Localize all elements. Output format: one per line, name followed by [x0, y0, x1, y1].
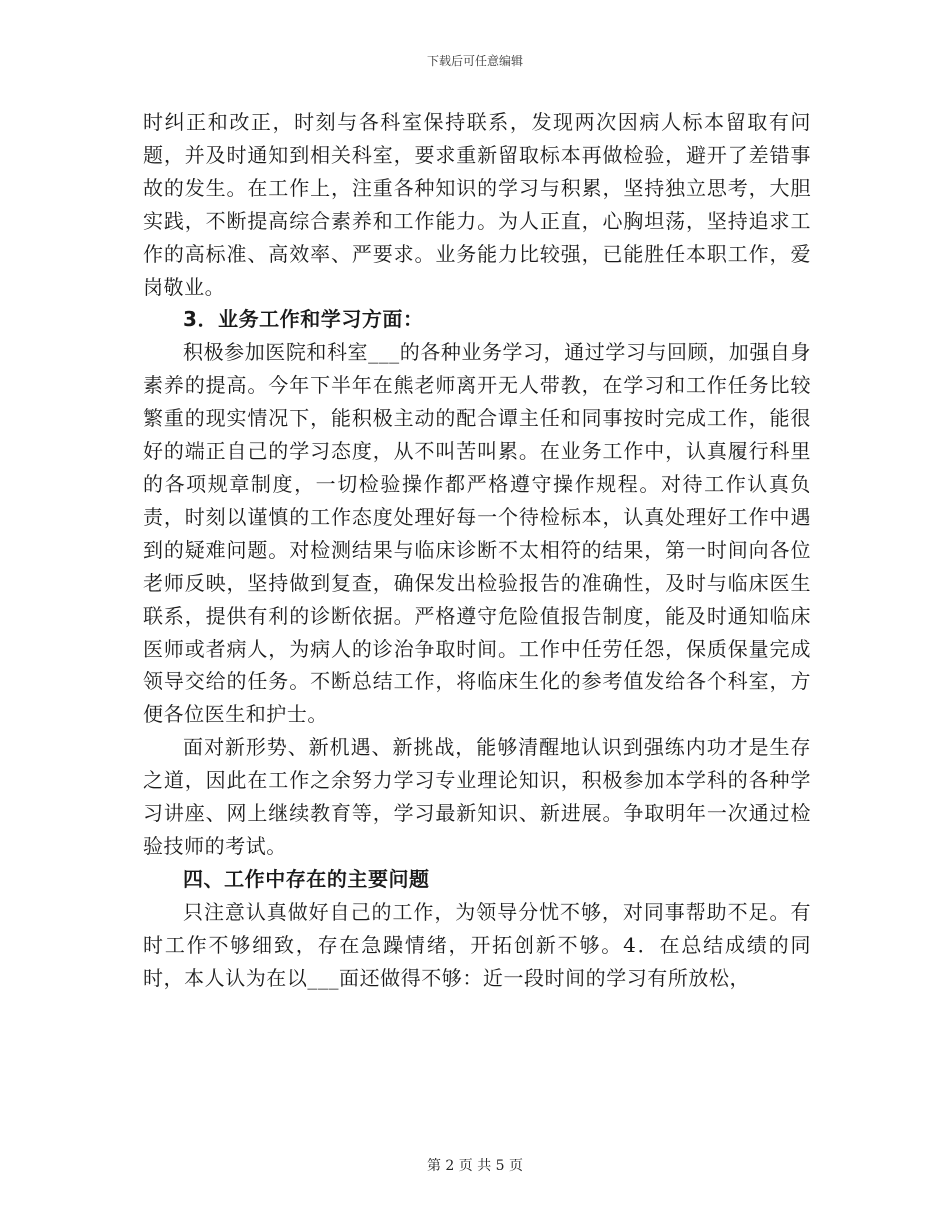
paragraph-main-problems: 只注意认真做好自己的工作，为领导分忧不够，对同事帮助不足。有时工作不够细致，存在急躁情绪，开拓创新不够。4．在总结成绩的同时，本人认为在以___面还做得不够：近一段时间的学习有所放松， — [143, 899, 811, 990]
page-header-note: 下载后可任意编辑 — [426, 54, 523, 68]
paragraph-new-challenges: 面对新形势、新机遇、新挑战，能够清醒地认识到强练内功才是生存之道，因此在工作之余努力学习专业理论知识，积极参加本学科的各种学习讲座、网上继续教育等，学习最新知识、新进展。争取明年一次通过检验技师的考试。 — [143, 735, 811, 858]
section-heading-work-study: 3．业务工作和学习方面： — [183, 307, 424, 332]
paragraph-work-study: 积极参加医院和科室___的各种业务学习，通过学习与回顾，加强自身素养的提高。今年下半年在熊老师离开无人带教，在学习和工作任务比较繁重的现实情况下，能积极主动的配合谭主任和同事按时完成工作，能很好的端正自己的学习态度，从不叫苦叫累。在业务工作中，认真履行科里的各项规章制度，一切检验操作都严格遵守操作规程。对待工作认真负责，时刻以谨慎的工作态度处理好每一个待检标本，认真处理好工作中遇到的疑难问题。对检测结果与临床诊断不太相符的结果，第一时间向各位老师反映，坚持做到复查，确保发出检验报告的准确性，及时与临床医生联系，提供有利的诊断依据。严格遵守危险值报告制度，能及时通知临床医师或者病人，为病人的诊治争取时间。工作中任劳任怨，保质保量完成领导交给的任务。不断总结工作，将临床生化的参考值发给各个科室，方便各位医生和护士。 — [143, 340, 811, 727]
document-body — [143, 106, 811, 994]
paragraph-continuation: 时纠正和改正，时刻与各科室保持联系，发现两次因病人标本留取有问题，并及时通知到相关科室，要求重新留取标本再做检验，避开了差错事故的发生。在工作上，注重各种知识的学习与积累，坚持独立思考，大胆实践，不断提高综合素养和工作能力。为人正直，心胸坦荡，坚持追求工作的高标准、高效率、严要求。业务能力比较强，已能胜任本职工作，爱岗敬业。 — [143, 110, 811, 299]
page-number-footer: 第 2 页 共 5 页 — [426, 1158, 524, 1174]
section-heading-main-problems: 四、工作中存在的主要问题 — [183, 866, 430, 891]
